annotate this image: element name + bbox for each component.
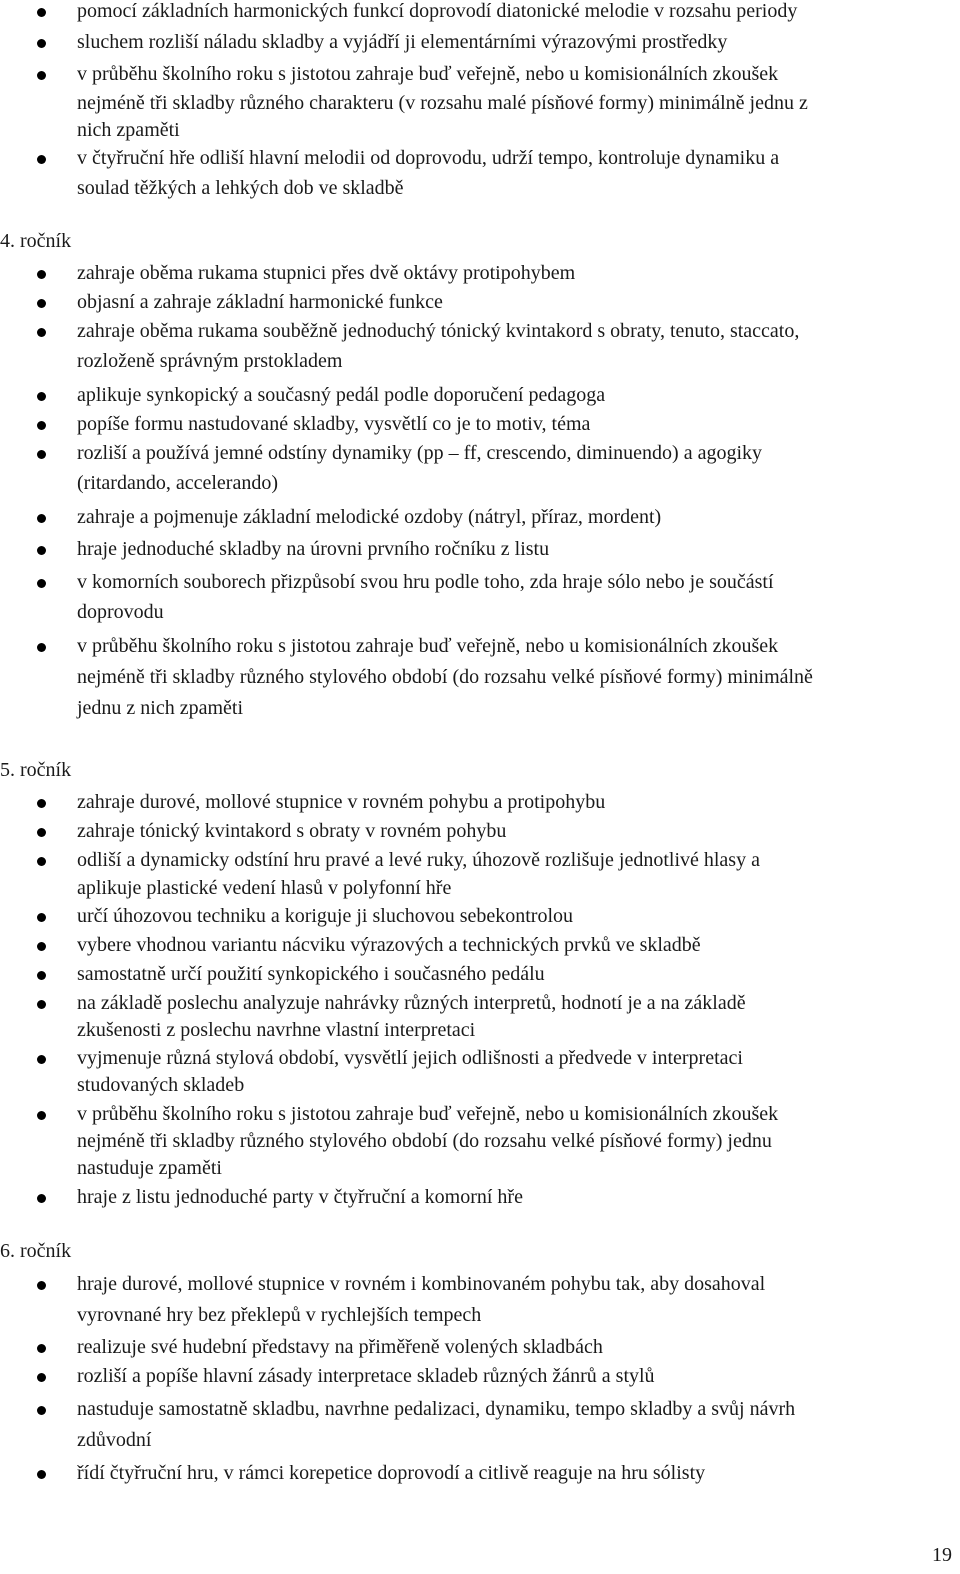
list-item-text: pomocí základních harmonických funkcí doprovodí diatonické melodie v rozsahu periody <box>77 0 798 22</box>
list-item-text: vyrovnané hry bez překlepů v rychlejších tempech <box>77 1304 482 1326</box>
list-item-text: rozliší a používá jemné odstíny dynamiky (pp – ff, crescendo, diminuendo) a agogiky <box>77 442 763 464</box>
bullet-icon <box>37 828 46 837</box>
bullet-icon <box>37 1194 46 1203</box>
bullet-icon <box>37 546 46 555</box>
bullet-icon <box>37 450 46 459</box>
list-item-text: zkušenosti z poslechu navrhne vlastní interpretaci <box>77 1019 476 1041</box>
list-item-text: vyjmenuje různá stylová období, vysvětlí jejich odlišnosti a předvede v interpretaci <box>77 1047 743 1069</box>
list-item-text: v komorních souborech přizpůsobí svou hru podle toho, zda hraje sólo nebo je součástí <box>77 571 774 593</box>
list-item-text: hraje durové, mollové stupnice v rovném i kombinovaném pohybu tak, aby dosahoval <box>77 1273 766 1295</box>
bullet-icon <box>37 421 46 430</box>
bullet-icon <box>37 71 46 80</box>
list-item-text: zahraje a pojmenuje základní melodické ozdoby (nátryl, příraz, mordent) <box>77 506 662 528</box>
list-item-text: studovaných skladeb <box>77 1074 245 1096</box>
list-item-text: na základě poslechu analyzuje nahrávky různých interpretů, hodnotí je a na základě <box>77 992 746 1014</box>
list-item-text: hraje z listu jednoduché party v čtyřruční a komorní hře <box>77 1186 523 1208</box>
bullet-icon <box>37 579 46 588</box>
list-item-text: zahraje durové, mollové stupnice v rovném pohybu a protipohybu <box>77 791 606 813</box>
list-item-text: rozloženě správným prstokladem <box>77 350 343 372</box>
list-item-text: v průběhu školního roku s jistotou zahraje buď veřejně, nebo u komisionálních zkoušek <box>77 635 779 657</box>
list-item-text: soulad těžkých a lehkých dob ve skladbě <box>77 177 404 199</box>
list-item-text: zahraje oběma rukama stupnici přes dvě oktávy protipohybem <box>77 262 576 284</box>
list-item-text: nejméně tři skladby různého charakteru (v rozsahu malé písňové formy) minimálně jednu z <box>77 92 808 114</box>
list-item-text: zahraje tónický kvintakord s obraty v rovném pohybu <box>77 820 507 842</box>
list-item-text: (ritardando, accelerando) <box>77 472 278 494</box>
list-item-text: doprovodu <box>77 601 164 623</box>
bullet-icon <box>37 1281 46 1290</box>
bullet-icon <box>37 8 46 17</box>
list-item-text: nastuduje zpaměti <box>77 1157 222 1179</box>
bullet-icon <box>37 913 46 922</box>
bullet-icon <box>37 1406 46 1415</box>
bullet-icon <box>37 942 46 951</box>
section-heading-y5: 5. ročník <box>0 759 72 781</box>
list-item-text: nejméně tři skladby různého stylového období (do rozsahu velké písňové formy) minimálně <box>77 666 813 688</box>
list-item-text: v čtyřruční hře odliší hlavní melodii od doprovodu, udrží tempo, kontroluje dynamiku a <box>77 147 780 169</box>
bullet-icon <box>37 270 46 279</box>
section-heading-y4: 4. ročník <box>0 230 72 252</box>
list-item-text: zahraje oběma rukama souběžně jednoduchý tónický kvintakord s obraty, tenuto, staccato, <box>77 320 800 342</box>
list-item-text: aplikuje synkopický a současný pedál podle doporučení pedagoga <box>77 384 606 406</box>
list-item-text: řídí čtyřruční hru, v rámci korepetice doprovodí a citlivě reaguje na hru sólisty <box>77 1462 706 1484</box>
list-item-text: nejméně tři skladby různého stylového období (do rozsahu velké písňové formy) jednu <box>77 1130 772 1152</box>
list-item-text: popíše formu nastudované skladby, vysvětlí co je to motiv, téma <box>77 413 591 435</box>
bullet-icon <box>37 155 46 164</box>
list-item-text: zdůvodní <box>77 1429 152 1451</box>
bullet-icon <box>37 328 46 337</box>
bullet-icon <box>37 1470 46 1479</box>
list-item-text: určí úhozovou techniku a koriguje ji sluchovou sebekontrolou <box>77 905 574 927</box>
list-item-text: aplikuje plastické vedení hlasů v polyfonní hře <box>77 877 452 899</box>
bullet-icon <box>37 299 46 308</box>
page-number: 19 <box>932 1544 952 1566</box>
list-item-text: vybere vhodnou variantu nácviku výrazových a technických prvků ve skladbě <box>77 934 701 956</box>
section-heading-y6: 6. ročník <box>0 1240 72 1262</box>
list-item-text: rozliší a popíše hlavní zásady interpretace skladeb různých žánrů a stylů <box>77 1365 655 1387</box>
bullet-icon <box>37 1111 46 1120</box>
list-item-text: hraje jednoduché skladby na úrovni prvního ročníku z listu <box>77 538 550 560</box>
list-item-text: realizuje své hudební představy na přiměřeně volených skladbách <box>77 1336 603 1358</box>
bullet-icon <box>37 857 46 866</box>
bullet-icon <box>37 1055 46 1064</box>
bullet-icon <box>37 514 46 523</box>
list-item-text: odliší a dynamicky odstíní hru pravé a levé ruky, úhozově rozlišuje jednotlivé hlasy a <box>77 849 760 871</box>
bullet-icon <box>37 1000 46 1009</box>
list-item-text: objasní a zahraje základní harmonické funkce <box>77 291 443 313</box>
bullet-icon <box>37 799 46 808</box>
bullet-icon <box>37 1344 46 1353</box>
list-item-text: jednu z nich zpaměti <box>77 697 244 719</box>
bullet-icon <box>37 971 46 980</box>
bullet-icon <box>37 39 46 48</box>
bullet-icon <box>37 392 46 401</box>
list-item-text: v průběhu školního roku s jistotou zahraje buď veřejně, nebo u komisionálních zkoušek <box>77 1103 779 1125</box>
bullet-icon <box>37 1373 46 1382</box>
list-item-text: v průběhu školního roku s jistotou zahraje buď veřejně, nebo u komisionálních zkoušek <box>77 63 779 85</box>
bullet-icon <box>37 643 46 652</box>
list-item-text: samostatně určí použití synkopického i současného pedálu <box>77 963 545 985</box>
list-item-text: nich zpaměti <box>77 119 180 141</box>
list-item-text: sluchem rozliší náladu skladby a vyjádří ji elementárními výrazovými prostředky <box>77 31 728 53</box>
list-item-text: nastuduje samostatně skladbu, navrhne pedalizaci, dynamiku, tempo skladby a svůj návrh <box>77 1398 796 1420</box>
